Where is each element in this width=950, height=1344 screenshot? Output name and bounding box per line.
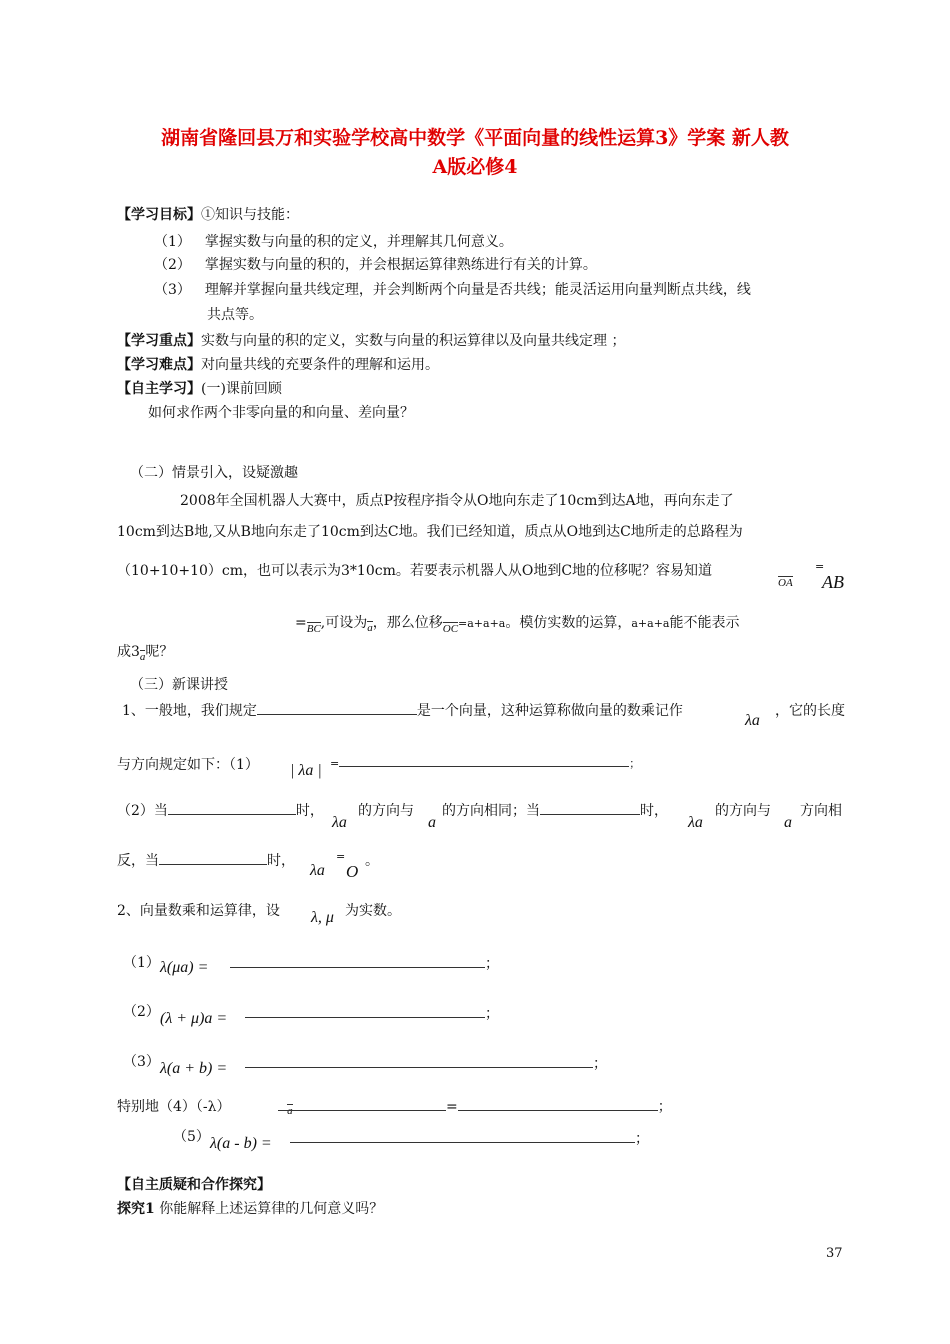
blank-cond-2[interactable] bbox=[540, 800, 640, 815]
lecture-line1-end: ，它的长度 bbox=[775, 703, 845, 719]
eq-sign-1: = bbox=[815, 560, 825, 573]
law-4-a: a bbox=[287, 1105, 293, 1117]
lecture-line3-d: 的方向与 bbox=[715, 803, 771, 819]
law-4-special: 特别地（4）（-λ） bbox=[117, 1099, 231, 1115]
zero-vector: O bbox=[346, 862, 359, 881]
law-3-answer: ； bbox=[245, 1053, 607, 1073]
explore-1 bbox=[117, 1198, 383, 1218]
goals-label: 【学习目标】 bbox=[117, 207, 201, 223]
lecture-line3: （2）当 时， bbox=[117, 800, 324, 820]
sum-expr: =a+a+a bbox=[458, 617, 506, 630]
law-5-expr: λ(a - b) = bbox=[210, 1135, 272, 1152]
goal-item-3: （3） 理解并掌握向量共线定理，并会判断两个向量是否共线；能灵活运用向量判断点共线，线 bbox=[154, 282, 751, 298]
goals-line bbox=[117, 204, 299, 224]
blank-definition[interactable] bbox=[257, 700, 417, 715]
law-2-answer: ； bbox=[245, 1003, 499, 1023]
key-points-label: 【学习重点】 bbox=[117, 333, 201, 349]
lecture-line4: 反，当 时， bbox=[117, 850, 295, 870]
laws-intro: 2、向量数乘和运算律，设 bbox=[117, 903, 280, 919]
law-5-answer: ； bbox=[290, 1128, 649, 1148]
lambda-mu: λ, μ bbox=[311, 909, 334, 926]
law-2-num: （2） bbox=[123, 1004, 160, 1020]
lecture-line3-e: 方向相 bbox=[800, 803, 842, 819]
lecture-line3-b: 的方向与 bbox=[358, 803, 414, 819]
scenario-p2: 10cm到达B地,又从B地向东走了10cm到达C地。我们已经知道，质点从O地到达C地所走的总路程为 bbox=[117, 524, 743, 540]
blank-length[interactable] bbox=[339, 752, 629, 767]
blank-cond-3[interactable] bbox=[159, 850, 267, 865]
law-3-expr: λ(a + b) = bbox=[160, 1060, 228, 1077]
law-1-num: （1） bbox=[123, 955, 160, 971]
abs-lambda-a: | λa | bbox=[290, 762, 322, 779]
vector-ab: AB bbox=[822, 572, 844, 592]
law-1-expr: λ(μa) = bbox=[160, 959, 209, 976]
scenario-heading: （二）情景引入，设疑激趣 bbox=[130, 465, 298, 481]
scenario-p4: =BC,可设为a，那么位移OC=a+a+a。模仿实数的运算，a+a+a能不能表示 bbox=[295, 615, 740, 635]
goals-text: ①知识与技能： bbox=[201, 207, 299, 223]
lecture-line2: 与方向规定如下：（1） bbox=[117, 757, 259, 773]
lecture-line1: 1、一般地，我们规定 是一个向量，这种运算称做向量的数乘记作 bbox=[122, 700, 683, 720]
sum-expr-2: a+a+a bbox=[631, 617, 670, 630]
doc-title-line1: 湖南省隆回县万和实验学校高中数学《平面向量的线性运算3》学案 新人教 bbox=[161, 127, 789, 149]
law-4-answer: = ； bbox=[278, 1096, 672, 1116]
a-1: a bbox=[428, 814, 436, 831]
scenario-p1: 2008年全国机器人大赛中，质点P按程序指令从O地向东走了10cm到达A地，再向东走了 bbox=[180, 493, 734, 509]
explore-1-label: 探究1 bbox=[117, 1201, 155, 1217]
vector-oc: OC bbox=[442, 623, 459, 635]
difficulties-label: 【学习难点】 bbox=[117, 357, 201, 373]
lambda-a-1: λa bbox=[745, 712, 760, 729]
goal-item-1: （1） 掌握实数与向量的积的定义，并理解其几何意义。 bbox=[154, 234, 513, 250]
zero-eq: = bbox=[336, 850, 346, 863]
scenario-p3: （10+10+10）cm，也可以表示为3*10cm。若要表示机器人从O地到C地的位移呢？容易知道 bbox=[117, 563, 713, 579]
difficulties-text: 对向量共线的充要条件的理解和运用。 bbox=[201, 357, 439, 373]
goal-item-3-cont: 共点等。 bbox=[207, 307, 263, 323]
scenario-p5: 成3a呢？ bbox=[117, 644, 174, 663]
key-points-line bbox=[117, 330, 625, 350]
law-3-num: （3） bbox=[123, 1054, 160, 1070]
vector-oa: OA bbox=[778, 577, 793, 589]
a-2: a bbox=[784, 814, 792, 831]
explore-1-text: 你能解释上述运算律的几何意义吗？ bbox=[154, 1201, 384, 1217]
lecture-heading: （三）新课讲授 bbox=[130, 677, 228, 693]
lecture-line3-c: 的方向相同；当 时， bbox=[442, 800, 668, 820]
self-study-question: 如何求作两个非零向量的和向量、差向量？ bbox=[148, 405, 414, 421]
law-2-expr: (λ + μ)a = bbox=[160, 1010, 228, 1027]
difficulties-line bbox=[117, 354, 439, 374]
self-study-text: (一)课前回顾 bbox=[201, 381, 282, 397]
page-number: 37 bbox=[826, 1246, 843, 1261]
goal-item-2: （2） 掌握实数与向量的积的，并会根据运算律熟练进行有关的计算。 bbox=[154, 257, 597, 273]
lambda-a-2: λa bbox=[332, 814, 347, 831]
blank-cond-1[interactable] bbox=[168, 800, 296, 815]
lambda-a-4: λa bbox=[310, 862, 325, 879]
lambda-a-3: λa bbox=[688, 814, 703, 831]
explore-heading: 【自主质疑和合作探究】 bbox=[117, 1177, 271, 1193]
vector-bc: BC bbox=[306, 623, 321, 635]
lecture-line4-end: 。 bbox=[365, 853, 379, 869]
vector-a: a bbox=[367, 622, 373, 634]
law-1-answer: ； bbox=[230, 953, 499, 973]
laws-intro-end: 为实数。 bbox=[345, 903, 401, 919]
length-eq: = ； bbox=[330, 752, 640, 771]
key-points-text: 实数与向量的积的定义，实数与向量的积运算律以及向量共线定理 ； bbox=[201, 333, 626, 349]
law-5-num: （5） bbox=[173, 1129, 210, 1145]
self-study-label: 【自主学习】 bbox=[117, 381, 201, 397]
doc-title-line2: A版必修4 bbox=[432, 156, 518, 178]
self-study-line bbox=[117, 378, 282, 398]
